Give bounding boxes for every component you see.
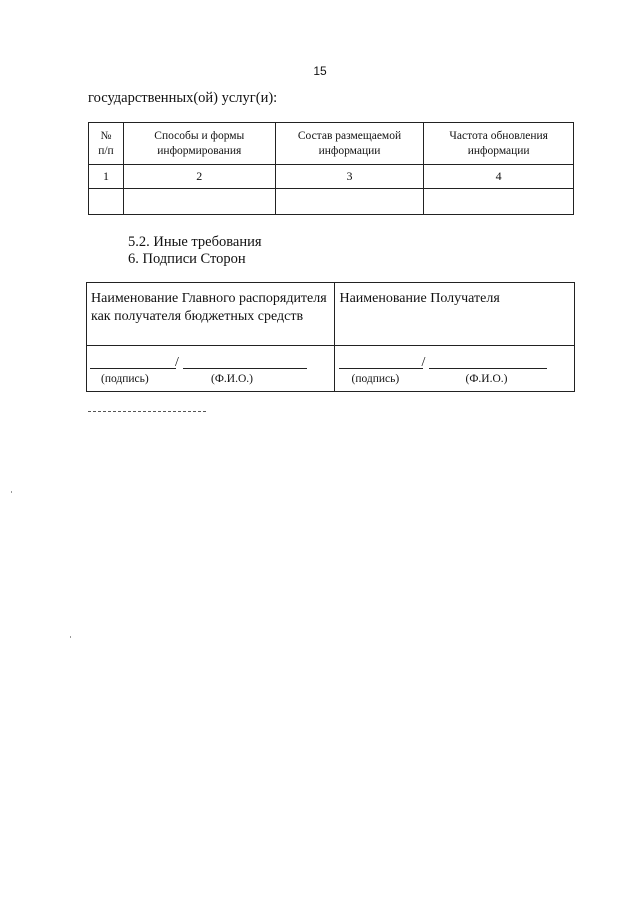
section-5-2-heading: 5.2. Иные требования: [128, 234, 262, 250]
signatures-table: [86, 282, 575, 392]
party-names-row: [87, 283, 575, 346]
right-signature-cell: [335, 346, 575, 392]
information-table: [88, 122, 574, 215]
number-cell: 2: [123, 165, 275, 189]
header-cell-number: № п/п: [89, 123, 124, 165]
signature-row: [87, 346, 575, 392]
header-cell-content: Состав размещаемой информации: [275, 123, 424, 165]
section-6-heading: 6. Подписи Сторон: [128, 251, 246, 267]
number-cell: 4: [424, 165, 574, 189]
signature-caption: (подпись): [351, 373, 400, 385]
number-cell: 3: [275, 165, 424, 189]
empty-cell: [275, 189, 424, 215]
table-header-row: [89, 123, 574, 165]
signature-line: [90, 368, 176, 369]
empty-cell: [424, 189, 574, 215]
footnote-separator: [88, 411, 206, 412]
header-cell-methods: Способы и формы информирования: [123, 123, 275, 165]
signature-line: [339, 368, 423, 369]
table-empty-row: [89, 189, 574, 215]
right-party-cell: [335, 283, 575, 346]
left-party-cell: [87, 283, 335, 346]
empty-cell: [89, 189, 124, 215]
name-caption: (Ф.И.О.): [211, 373, 253, 385]
scan-speck: [11, 491, 12, 493]
separator-slash: /: [175, 355, 179, 370]
left-party-name: Наименование Главного распорядителя как получателя бюджетных средств: [91, 291, 327, 324]
right-party-name: Наименование Получателя: [339, 291, 500, 306]
name-caption: (Ф.И.О.): [465, 373, 508, 385]
page-number: 15: [313, 64, 327, 78]
left-signature-cell: [87, 346, 335, 392]
number-cell: 1: [89, 165, 124, 189]
signature-caption: (подпись): [101, 373, 149, 385]
empty-cell: [123, 189, 275, 215]
separator-slash: /: [421, 355, 426, 370]
name-line: [183, 368, 307, 369]
name-line: [429, 368, 547, 369]
header-cell-frequency: Частота обновления информации: [424, 123, 574, 165]
intro-text: государственных(ой) услуг(и):: [88, 90, 278, 106]
scan-speck: [70, 636, 71, 638]
table-numbering-row: [89, 165, 574, 189]
